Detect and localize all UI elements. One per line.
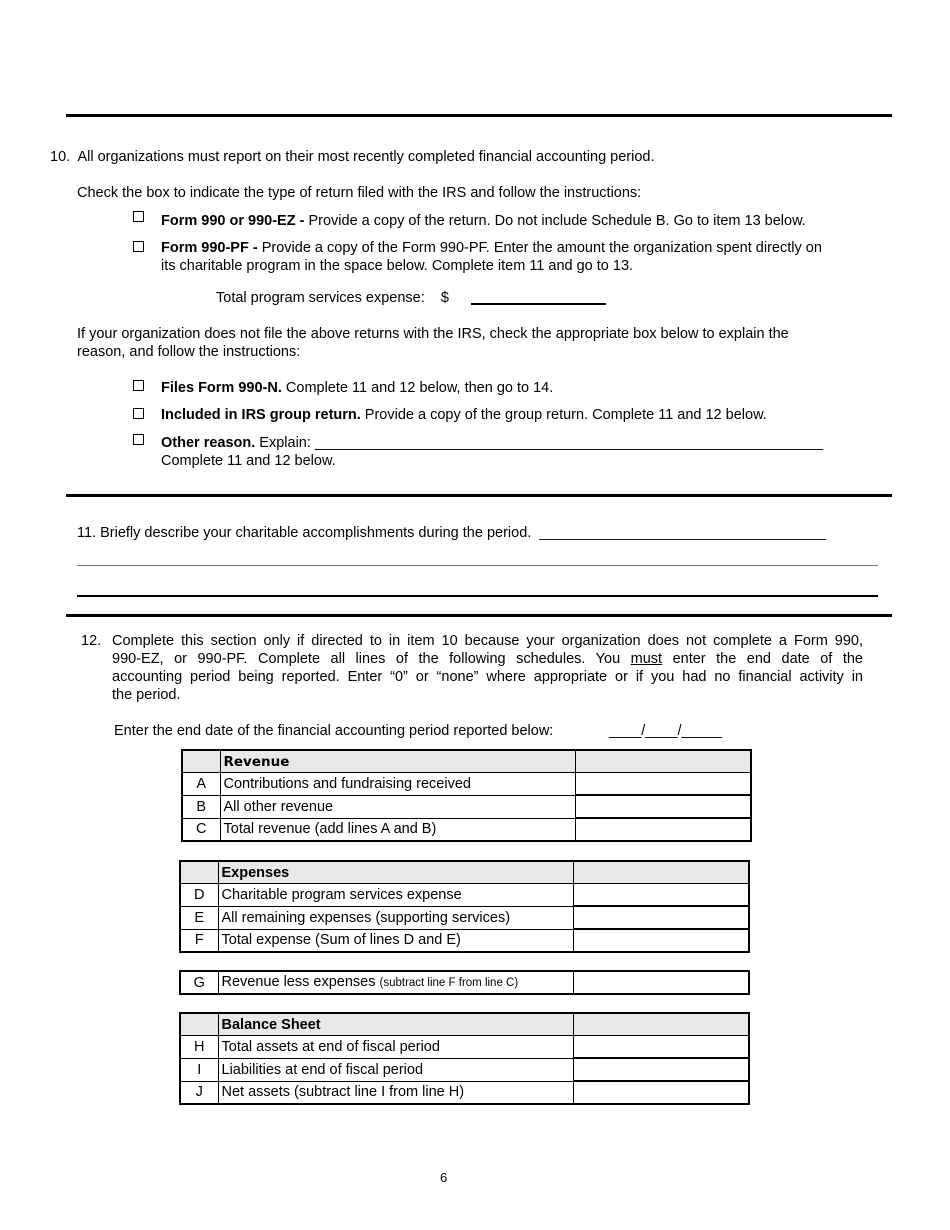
page-number: 6 xyxy=(440,1170,448,1185)
item11-answer-line-2[interactable] xyxy=(77,565,878,566)
form-990-checkbox[interactable] xyxy=(133,211,144,222)
form-990pf-checkbox[interactable] xyxy=(133,241,144,252)
form-990pf-option-cont: its charitable program in the space below. Complete item 11 and go to 13. xyxy=(161,258,634,274)
item12-instructions: Complete this section only if directed to in item 10 because your organization does not complete a Form 990, 990-EZ, or 990-PF. Complete all lines of the following schedules. You must enter the end date of the accounting period being reported. Enter “0” or “none” where appropriate or if you had no financial activity in the period. xyxy=(112,633,863,703)
expenses-d-amount[interactable] xyxy=(573,884,749,907)
balance-table xyxy=(179,1012,750,1105)
group-return-option: Included in IRS group return. Provide a copy of the group return. Complete 11 and 12 below. xyxy=(161,407,767,423)
revenue-b-amount[interactable] xyxy=(575,795,751,818)
divider-11-12 xyxy=(66,614,892,617)
table-row: D Charitable program services expense xyxy=(180,884,749,907)
expenses-f-amount[interactable] xyxy=(573,929,749,952)
item12-number: 12. xyxy=(81,633,102,649)
balance-header-row xyxy=(180,1013,749,1036)
other-reason-cont: Complete 11 and 12 below. xyxy=(161,453,336,469)
top-divider xyxy=(66,114,892,117)
table-row: I Liabilities at end of fiscal period xyxy=(180,1058,749,1081)
table-row: C Total revenue (add lines A and B) xyxy=(182,818,751,841)
table-row: F Total expense (Sum of lines D and E) xyxy=(180,929,749,952)
group-return-checkbox[interactable] xyxy=(133,408,144,419)
table-row: H Total assets at end of fiscal period xyxy=(180,1036,749,1059)
table-row: A Contributions and fundraising received xyxy=(182,773,751,796)
table-row: E All remaining expenses (supporting services) xyxy=(180,906,749,929)
end-date-field[interactable]: ____/____/_____ xyxy=(609,723,722,739)
balance-j-amount[interactable] xyxy=(573,1081,749,1104)
total-program-expense-field[interactable] xyxy=(471,303,606,305)
balance-h-amount[interactable] xyxy=(573,1036,749,1059)
revenue-header-row xyxy=(182,750,751,773)
other-reason-option: Other reason. Explain: _________________________________________________________________ xyxy=(161,435,823,451)
table-row: B All other revenue xyxy=(182,795,751,818)
alt-instruction-1: If your organization does not file the above returns with the IRS, check the appropriate box below to explain the xyxy=(77,326,789,342)
item11-question: 11. Briefly describe your charitable accomplishments during the period. ____________________________________ xyxy=(77,525,827,541)
other-reason-explain-field[interactable]: _________________________________________________________________ xyxy=(314,435,823,451)
alt-instruction-2: reason, and follow the instructions: xyxy=(77,344,301,360)
expenses-header: Expenses xyxy=(218,861,573,884)
item10-instruction: Check the box to indicate the type of return filed with the IRS and follow the instructions: xyxy=(77,185,642,201)
item11-answer-line-3[interactable] xyxy=(77,595,878,597)
table-row: J Net assets (subtract line I from line H) xyxy=(180,1081,749,1104)
revenue-a-amount[interactable] xyxy=(575,773,751,796)
revenue-header: Revenue xyxy=(220,750,575,773)
net-g-amount[interactable] xyxy=(573,971,749,994)
total-program-expense-label: Total program services expense: $ xyxy=(216,290,449,306)
files-990n-checkbox[interactable] xyxy=(133,380,144,391)
revenue-table xyxy=(181,749,752,842)
form-990-option: Form 990 or 990-EZ - Provide a copy of the return. Do not include Schedule B. Go to item 13 below. xyxy=(161,213,806,229)
divider-10-11 xyxy=(66,494,892,497)
end-date-label: Enter the end date of the financial accounting period reported below: xyxy=(114,723,554,739)
expenses-e-amount[interactable] xyxy=(573,906,749,929)
revenue-c-amount[interactable] xyxy=(575,818,751,841)
expenses-header-row xyxy=(180,861,749,884)
form-990pf-option: Form 990-PF - Provide a copy of the Form 990-PF. Enter the amount the organization spent directly on xyxy=(161,240,822,256)
item11-answer-field[interactable]: ____________________________________ xyxy=(539,525,827,541)
other-reason-checkbox[interactable] xyxy=(133,434,144,445)
expenses-table xyxy=(179,860,750,953)
net-table xyxy=(179,970,750,995)
table-row: G Revenue less expenses (subtract line F from line C) xyxy=(180,971,749,994)
files-990n-option: Files Form 990-N. Complete 11 and 12 below, then go to 14. xyxy=(161,380,554,396)
balance-i-amount[interactable] xyxy=(573,1058,749,1081)
item10-heading: 10. All organizations must report on their most recently completed financial accounting period. xyxy=(50,149,655,165)
balance-header: Balance Sheet xyxy=(218,1013,573,1036)
